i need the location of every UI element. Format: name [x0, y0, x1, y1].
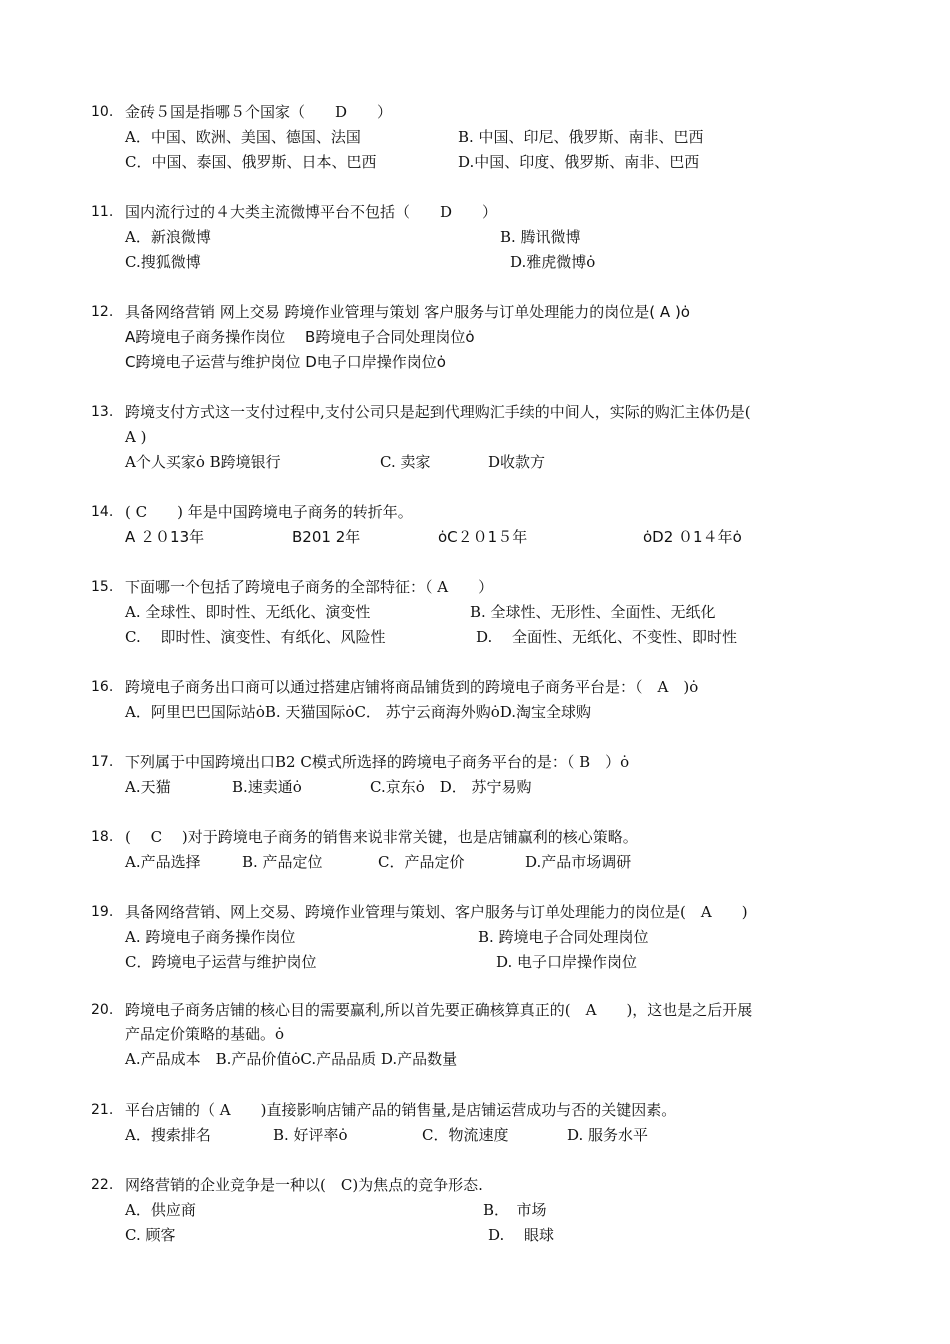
option-d: D收款方: [488, 453, 546, 471]
question-number: 11.: [91, 204, 114, 220]
option-d: D. 服务水平: [567, 1126, 649, 1144]
question-stem: 金砖５国是指哪５个国家（ D ）: [125, 103, 393, 121]
option-a: A. 全球性、即时性、无纸化、演变性: [125, 603, 371, 621]
option-ab: A个人买家ȯ B跨境银行: [125, 453, 281, 471]
question-stem: 跨境电子商务出口商可以通过搭建店铺将商品铺货到的跨境电子商务平台是：（ A )ȯ: [125, 678, 699, 696]
options-line: A．阿里巴巴国际站ȯB. 天猫国际ȯC． 苏宁云商海外购ȯD.淘宝全球购: [125, 703, 591, 721]
option-b: B. 全球性、无形性、全面性、无纸化: [470, 603, 716, 621]
option-c: C．跨境电子运营与维护岗位: [125, 953, 317, 971]
question-number: 13.: [91, 404, 114, 420]
question-number: 12.: [91, 304, 114, 320]
question-number: 21.: [91, 1102, 114, 1118]
option-b: B. 好评率ȯ: [273, 1126, 348, 1144]
option-a: A．中国、欧洲、美国、德国、法国: [125, 128, 361, 146]
question-stem: ( C )对于跨境电子商务的销售来说非常关键，也是店铺赢利的核心策略。: [125, 828, 638, 846]
question-stem: 跨境电子商务店铺的核心目的需要赢利,所以首先要正确核算真正的( A )，这也是之后开展: [125, 1001, 753, 1019]
option-d: D.雅虎微博ȯ: [510, 253, 596, 271]
option-c: ȯC２０1５年: [438, 528, 528, 546]
question-stem: 具备网络营销 网上交易 跨境作业管理与策划 客户服务与订单处理能力的岗位是( A )ȯ: [125, 303, 690, 321]
option-d: D. 全面性、无纸化、不变性、即时性: [476, 628, 738, 646]
option-d: D. 眼球: [488, 1226, 555, 1244]
option-b: B201 2年: [292, 528, 361, 546]
option-b: B. 腾讯微博: [500, 228, 581, 246]
option-c: C．产品定价: [378, 853, 465, 871]
question-stem: 下面哪一个包括了跨境电子商务的全部特征：（ A ）: [125, 578, 494, 596]
question-stem: ( C ) 年是中国跨境电子商务的转折年。: [125, 503, 413, 521]
question-number: 18.: [91, 829, 114, 845]
option-d: D.中国、印度、俄罗斯、南非、巴西: [458, 153, 700, 171]
option-d: D.产品市场调研: [525, 853, 632, 871]
question-number: 17.: [91, 754, 114, 770]
option-d: D. 电子口岸操作岗位: [496, 953, 638, 971]
question-stem: 跨境支付方式这一支付过程中,支付公司只是起到代理购汇手续的中间人，实际的购汇主体仍是(: [125, 403, 751, 421]
question-stem-cont: A ): [125, 428, 147, 446]
question-number: 16.: [91, 679, 114, 695]
question-number: 19.: [91, 904, 114, 920]
option-b: B. 中国、印尼、俄罗斯、南非、巴西: [458, 128, 704, 146]
option-c: C. 即时性、演变性、有纸化、风险性: [125, 628, 386, 646]
question-stem: 下列属于中国跨境出口B2 C模式所选择的跨境电子商务平台的是：（ B ）ȯ: [125, 753, 630, 771]
option-d: ȯD2 ０1４年ȯ: [643, 528, 742, 546]
option-a: A.天猫: [125, 778, 171, 796]
option-a: A ２０13年: [125, 528, 205, 546]
option-c: C. 顾客: [125, 1226, 176, 1244]
question-stem: 国内流行过的４大类主流微博平台不包括（ D ）: [125, 203, 498, 221]
question-stem: 具备网络营销、网上交易、跨境作业管理与策划、客户服务与订单处理能力的岗位是( A ): [125, 903, 748, 921]
option-a: A．供应商: [125, 1201, 196, 1219]
option-b: B.速卖通ȯ: [232, 778, 302, 796]
question-number: 22.: [91, 1177, 114, 1193]
option-c: C．中国、泰国、俄罗斯、日本、巴西: [125, 153, 377, 171]
question-stem: 网络营销的企业竞争是一种以( C)为焦点的竞争形态.: [125, 1176, 483, 1194]
options-line: A.产品成本 B.产品价值ȯC.产品品质 D.产品数量: [125, 1050, 458, 1068]
option-a: A. 跨境电子商务操作岗位: [125, 928, 296, 946]
question-number: 10.: [91, 104, 114, 120]
question-stem-cont: 产品定价策略的基础。ȯ: [125, 1025, 285, 1043]
question-number: 20.: [91, 1002, 114, 1018]
option-c: C．物流速度: [422, 1126, 509, 1144]
option-line-1: A跨境电子商务操作岗位 B跨境电子合同处理岗位ȯ: [125, 328, 475, 346]
option-line-2: C跨境电子运营与维护岗位 D电子口岸操作岗位ȯ: [125, 353, 446, 371]
question-number: 14.: [91, 504, 114, 520]
option-a: A.产品选择: [125, 853, 201, 871]
option-a: A．新浪微博: [125, 228, 211, 246]
option-c: C. 卖家: [380, 453, 431, 471]
option-b: B. 跨境电子合同处理岗位: [478, 928, 649, 946]
option-a: A．搜索排名: [125, 1126, 211, 1144]
option-b: B． 市场: [483, 1201, 547, 1219]
option-c: C.搜狐微博: [125, 253, 201, 271]
option-b: B. 产品定位: [242, 853, 323, 871]
question-number: 15.: [91, 579, 114, 595]
question-stem: 平台店铺的（ A )直接影响店铺产品的销售量,是店铺运营成功与否的关键因素。: [125, 1101, 677, 1119]
option-cd: C.京东ȯ D． 苏宁易购: [370, 778, 532, 796]
